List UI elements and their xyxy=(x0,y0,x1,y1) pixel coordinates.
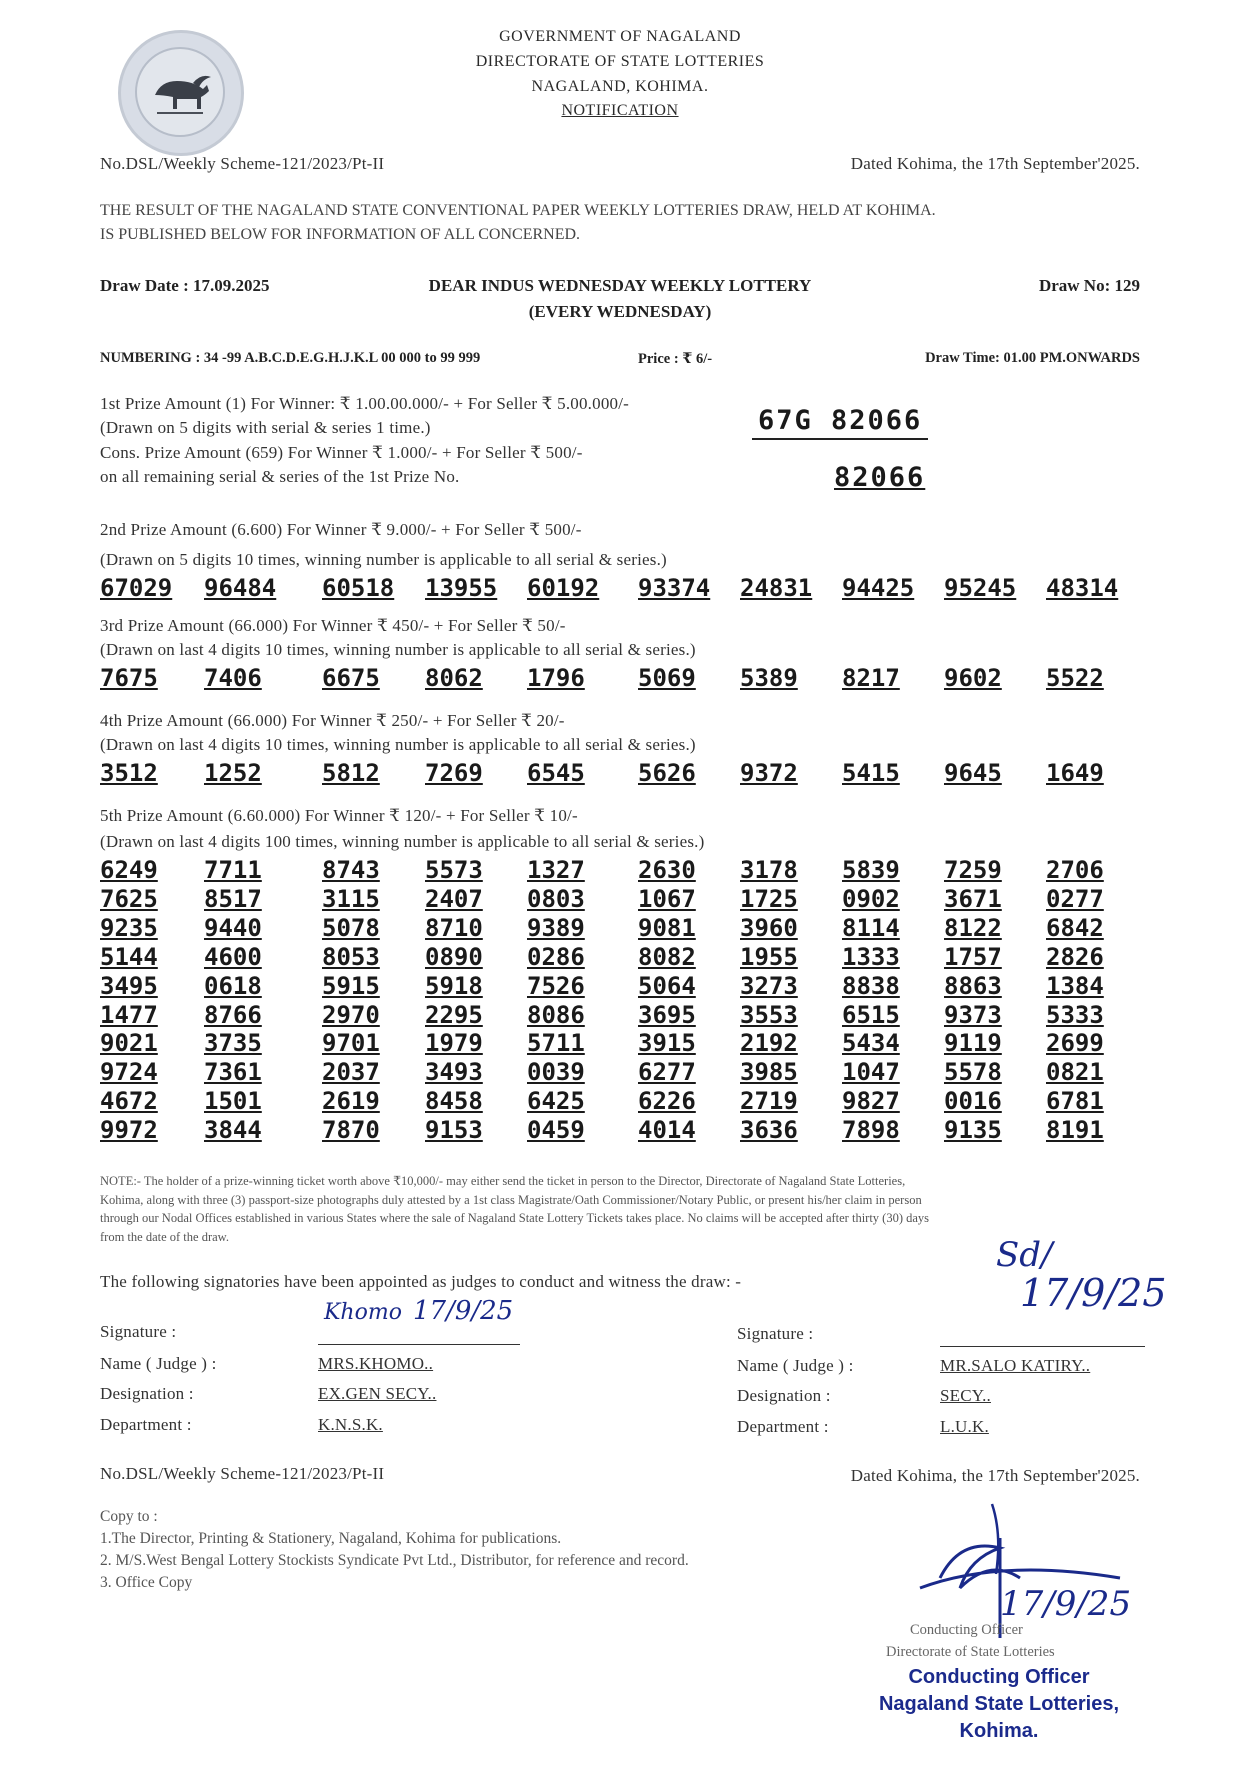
right-signature-line xyxy=(940,1346,1145,1347)
prize5-number: 0821 xyxy=(1046,1058,1104,1087)
prize5-number: 3695 xyxy=(638,1000,696,1029)
prize5-number: 6781 xyxy=(1046,1087,1104,1116)
prize5-number: 9021 xyxy=(100,1029,158,1058)
prize3-number: 1796 xyxy=(527,664,585,692)
reference-date: Dated Kohima, the 17th September'2025. xyxy=(850,154,1140,173)
prize5-number: 5578 xyxy=(944,1058,1002,1087)
prize4-number: 5415 xyxy=(842,759,900,787)
prize5-number: 3844 xyxy=(204,1116,262,1145)
copy-to-item: 2. M/S.West Bengal Lottery Stockists Syndicate Pvt Ltd., Distributor, for reference and record. xyxy=(100,1552,689,1569)
officer-printed-title: Conducting Officer xyxy=(910,1622,1023,1638)
prize5-rule: (Drawn on last 4 digits 100 times, winning number is applicable to all serial & series.) xyxy=(100,832,705,851)
prize5-number: 1501 xyxy=(204,1087,262,1116)
prize3-rule: (Drawn on last 4 digits 10 times, winning number is applicable to all serial & series.) xyxy=(100,640,696,659)
prize5-number: 5918 xyxy=(425,971,483,1000)
draw-subtitle: (EVERY WEDNESDAY) xyxy=(528,302,712,321)
prize5-number: 0618 xyxy=(204,971,262,1000)
copy-to-list xyxy=(100,1506,689,1594)
prize5-number: 2630 xyxy=(638,856,696,884)
right-judge-name: MR.SALO KATIRY.. xyxy=(940,1356,1091,1375)
prize4-number: 1649 xyxy=(1046,759,1104,787)
prize5-number: 8191 xyxy=(1046,1116,1104,1145)
prize5-number: 8458 xyxy=(425,1087,483,1116)
prize5-number: 8743 xyxy=(322,856,380,884)
prize5-number: 9972 xyxy=(100,1116,158,1145)
prize2-number: 60518 xyxy=(322,574,395,602)
prize2-number: 95245 xyxy=(944,574,1017,602)
prize4-number: 5812 xyxy=(322,759,380,787)
prize5-number: 9440 xyxy=(204,913,262,942)
prize5-number: 7259 xyxy=(944,856,1002,884)
right-judge-designation: SECY.. xyxy=(940,1386,991,1405)
prize5-number: 3495 xyxy=(100,971,158,1000)
note-line: through our Nodal Offices established in various States where the sale of Nagaland State Lottery Tickets takes place. No claims will be accepted after thirty (30) days xyxy=(100,1211,930,1225)
intro-line-1: THE RESULT OF THE NAGALAND STATE CONVENTIONAL PAPER WEEKLY LOTTERIES DRAW, HELD AT KOHIMA. xyxy=(100,202,936,219)
prize5-number: 9153 xyxy=(425,1116,483,1145)
prize1-amount: 1st Prize Amount (1) For Winner: ₹ 1.00.00.000/- + For Seller ₹ 5.00.000/- xyxy=(100,394,630,413)
officer-printed-directorate: Directorate of State Lotteries xyxy=(886,1644,1055,1660)
left-department-label: Department : xyxy=(100,1415,192,1434)
prize5-number: 8766 xyxy=(204,1000,262,1029)
prize5-number: 8517 xyxy=(204,884,262,913)
prize5-number: 3553 xyxy=(740,1000,798,1029)
prize5-number: 7625 xyxy=(100,884,158,913)
draw-number: Draw No: 129 xyxy=(1038,276,1140,295)
cons-prize-rule: on all remaining serial & series of the 1st Prize No. xyxy=(100,467,460,486)
cons-prize-number: 82066 xyxy=(834,462,926,493)
left-designation-label: Designation : xyxy=(100,1384,194,1403)
prize5-number: 2407 xyxy=(425,884,483,913)
prize5-number: 2719 xyxy=(740,1087,798,1116)
prize5-number: 1384 xyxy=(1046,971,1104,1000)
prize5-number: 6277 xyxy=(638,1058,696,1087)
prize5-number: 3115 xyxy=(322,884,380,913)
prize2-rule: (Drawn on 5 digits 10 times, winning number is applicable to all serial & series.) xyxy=(100,550,667,569)
prize5-number: 0902 xyxy=(842,884,900,913)
prize3-number: 6675 xyxy=(322,664,380,692)
prize4-amount: 4th Prize Amount (66.000) For Winner ₹ 250/- + For Seller ₹ 20/- xyxy=(100,711,565,730)
prize3-number: 9602 xyxy=(944,664,1002,692)
prize5-number: 4672 xyxy=(100,1087,158,1116)
prize5-number: 8086 xyxy=(527,1000,585,1029)
prize3-amount: 3rd Prize Amount (66.000) For Winner ₹ 450/- + For Seller ₹ 50/- xyxy=(100,616,566,635)
prize5-number: 9701 xyxy=(322,1029,380,1058)
prize5-number: 9135 xyxy=(944,1116,1002,1145)
prize4-number: 9645 xyxy=(944,759,1002,787)
prize5-number: 5333 xyxy=(1046,1000,1104,1029)
right-signature-mark: Sd/ xyxy=(996,1235,1053,1275)
prize5-number: 0039 xyxy=(527,1058,585,1087)
prize5-number: 2619 xyxy=(322,1087,380,1116)
right-judge-department: L.U.K. xyxy=(940,1417,989,1436)
right-designation-label: Designation : xyxy=(737,1386,831,1405)
draw-date: Draw Date : 17.09.2025 xyxy=(100,276,270,295)
prize5-number: 1757 xyxy=(944,942,1002,971)
prize5-number: 8838 xyxy=(842,971,900,1000)
prize5-number: 5915 xyxy=(322,971,380,1000)
prize5-number: 5078 xyxy=(322,913,380,942)
right-name-label: Name ( Judge ) : xyxy=(737,1356,854,1375)
prize2-number: 96484 xyxy=(204,574,277,602)
prize5-number: 6515 xyxy=(842,1000,900,1029)
prize5-number: 7870 xyxy=(322,1116,380,1145)
prize5-amount: 5th Prize Amount (6.60.000) For Winner ₹ 120/- + For Seller ₹ 10/- xyxy=(100,806,578,825)
numbering-info: NUMBERING : 34 -99 A.B.C.D.E.G.H.J.K.L 00 000 to 99 999 xyxy=(100,350,481,366)
prize5-number: 4600 xyxy=(204,942,262,971)
header-location: NAGALAND, KOHIMA. xyxy=(531,78,709,95)
left-signature-text: Khomo xyxy=(324,1300,402,1325)
prize5-number: 2699 xyxy=(1046,1029,1104,1058)
prize3-number: 8217 xyxy=(842,664,900,692)
draw-title: DEAR INDUS WEDNESDAY WEEKLY LOTTERY xyxy=(428,276,812,295)
right-signature-date: 17/9/25 xyxy=(1020,1271,1167,1315)
prize2-numbers xyxy=(100,574,1140,602)
prize5-number: 0286 xyxy=(527,942,585,971)
officer-stamp-title: Conducting Officer xyxy=(908,1666,1090,1688)
prize5-number: 1477 xyxy=(100,1000,158,1029)
prize5-number: 1047 xyxy=(842,1058,900,1087)
cons-prize-amount: Cons. Prize Amount (659) For Winner ₹ 1.000/- + For Seller ₹ 500/- xyxy=(100,443,583,462)
prize2-number: 13955 xyxy=(425,574,498,602)
prize5-numbers-grid xyxy=(100,856,1140,1146)
left-signature-date: 17/9/25 xyxy=(412,1296,514,1326)
prize5-number: 9389 xyxy=(527,913,585,942)
prize5-number: 1725 xyxy=(740,884,798,913)
ticket-price: Price : ₹ 6/- xyxy=(638,351,713,367)
prize5-number: 7361 xyxy=(204,1058,262,1087)
prize5-number: 2192 xyxy=(740,1029,798,1058)
header-notification: NOTIFICATION xyxy=(561,102,679,119)
prize5-number: 7526 xyxy=(527,971,585,1000)
judges-intro: The following signatories have been appointed as judges to conduct and witness the draw: - xyxy=(100,1272,742,1291)
prize5-number: 5573 xyxy=(425,856,483,884)
draw-time: Draw Time: 01.00 PM.ONWARDS xyxy=(925,350,1140,366)
left-signature-line xyxy=(318,1344,520,1345)
prize2-number: 48314 xyxy=(1046,574,1119,602)
note-line: NOTE:- The holder of a prize-winning ticket worth above ₹10,000/- may either send the ticket in person to the Director, Directorate of Nagaland State Lotteries, xyxy=(100,1174,906,1188)
prize4-number: 1252 xyxy=(204,759,262,787)
prize4-number: 5626 xyxy=(638,759,696,787)
prize5-number: 5434 xyxy=(842,1029,900,1058)
prize5-number: 2970 xyxy=(322,1000,380,1029)
right-department-label: Department : xyxy=(737,1417,829,1436)
prize5-number: 2706 xyxy=(1046,856,1104,884)
prize5-number: 3915 xyxy=(638,1029,696,1058)
prize5-number: 3636 xyxy=(740,1116,798,1145)
prize2-amount: 2nd Prize Amount (6.600) For Winner ₹ 9.000/- + For Seller ₹ 500/- xyxy=(100,520,582,539)
prize5-number: 4014 xyxy=(638,1116,696,1145)
prize5-number: 0459 xyxy=(527,1116,585,1145)
prize5-number: 5064 xyxy=(638,971,696,1000)
prize5-number: 9827 xyxy=(842,1087,900,1116)
prize5-number: 2826 xyxy=(1046,942,1104,971)
prize5-number: 0890 xyxy=(425,942,483,971)
prize4-number: 9372 xyxy=(740,759,798,787)
prize5-number: 6226 xyxy=(638,1087,696,1116)
right-judge-signature xyxy=(996,1235,1167,1315)
prize5-number: 9373 xyxy=(944,1000,1002,1029)
left-judge-signature xyxy=(324,1296,513,1326)
prize5-number: 6249 xyxy=(100,856,158,884)
prize5-number: 1955 xyxy=(740,942,798,971)
prize5-number: 5711 xyxy=(527,1029,585,1058)
left-judge-name: MRS.KHOMO.. xyxy=(318,1354,434,1373)
prize5-number: 5839 xyxy=(842,856,900,884)
prize5-number: 7711 xyxy=(204,856,262,884)
officer-stamp-organisation: Nagaland State Lotteries, xyxy=(878,1693,1120,1715)
prize5-number: 8710 xyxy=(425,913,483,942)
header-directorate: DIRECTORATE OF STATE LOTTERIES xyxy=(475,53,765,70)
prize5-number: 8863 xyxy=(944,971,1002,1000)
prize5-number: 1333 xyxy=(842,942,900,971)
prize5-number: 8053 xyxy=(322,942,380,971)
copy-to-item: 3. Office Copy xyxy=(100,1574,193,1591)
note-line: Kohima, along with three (3) passport-size photographs duly attested by a 1st class Magistrate/Oath Commissioner/Notary Public, or present his/her claim in person xyxy=(100,1192,922,1207)
prize5-number: 9081 xyxy=(638,913,696,942)
prize1-winning-number: 67G 82066 xyxy=(752,405,928,440)
prize5-number: 2295 xyxy=(425,1000,483,1029)
prize3-number: 5389 xyxy=(740,664,798,692)
prize5-number: 7898 xyxy=(842,1116,900,1145)
prize1-rule: (Drawn on 5 digits with serial & series 1 time.) xyxy=(100,418,431,437)
prize3-number: 8062 xyxy=(425,664,483,692)
officer-signature-date: 17/9/25 xyxy=(1000,1584,1132,1624)
prize5-number: 6425 xyxy=(527,1087,585,1116)
prize5-number: 3960 xyxy=(740,913,798,942)
note-line: from the date of the draw. xyxy=(100,1229,229,1244)
prize4-rule: (Drawn on last 4 digits 10 times, winning number is applicable to all serial & series.) xyxy=(100,735,696,754)
left-signature-label: Signature : xyxy=(100,1322,177,1341)
prize5-number: 8082 xyxy=(638,942,696,971)
officer-stamp-location: Kohima. xyxy=(959,1720,1039,1742)
prize5-number: 3178 xyxy=(740,856,798,884)
prize4-number: 7269 xyxy=(425,759,483,787)
footer-reference-date: Dated Kohima, the 17th September'2025. xyxy=(850,1466,1140,1485)
prize5-number: 1327 xyxy=(527,856,585,884)
prize5-number: 9235 xyxy=(100,913,158,942)
left-judge-designation: EX.GEN SECY.. xyxy=(318,1384,437,1403)
reference-number: No.DSL/Weekly Scheme-121/2023/Pt-II xyxy=(100,154,385,173)
prize5-number: 8122 xyxy=(944,913,1002,942)
right-signature-label: Signature : xyxy=(737,1324,814,1343)
copy-to-title: Copy to : xyxy=(100,1508,158,1525)
prize5-number: 2037 xyxy=(322,1058,380,1087)
left-judge-department: K.N.S.K. xyxy=(318,1415,383,1434)
header-government: GOVERNMENT OF NAGALAND xyxy=(499,28,741,45)
prize2-number: 67029 xyxy=(100,574,173,602)
prize5-number: 6842 xyxy=(1046,913,1104,942)
prize4-numbers xyxy=(100,759,1140,787)
prize2-number: 24831 xyxy=(740,574,813,602)
prize3-number: 5522 xyxy=(1046,664,1104,692)
prize5-number: 1979 xyxy=(425,1029,483,1058)
prize2-number: 94425 xyxy=(842,574,915,602)
prize5-number: 0016 xyxy=(944,1087,1002,1116)
prize3-number: 5069 xyxy=(638,664,696,692)
prize5-number: 3671 xyxy=(944,884,1002,913)
prize5-number: 8114 xyxy=(842,913,900,942)
footer-reference-number: No.DSL/Weekly Scheme-121/2023/Pt-II xyxy=(100,1464,385,1483)
prize5-number: 0803 xyxy=(527,884,585,913)
prize3-numbers xyxy=(100,664,1140,692)
prize5-number: 5144 xyxy=(100,942,158,971)
prize5-number: 3985 xyxy=(740,1058,798,1087)
prize2-number: 60192 xyxy=(527,574,600,602)
left-name-label: Name ( Judge ) : xyxy=(100,1354,217,1373)
prize4-number: 3512 xyxy=(100,759,158,787)
prize5-number: 9724 xyxy=(100,1058,158,1087)
prize5-number: 9119 xyxy=(944,1029,1002,1058)
prize5-number: 1067 xyxy=(638,884,696,913)
prize5-number: 3493 xyxy=(425,1058,483,1087)
copy-to-item: 1.The Director, Printing & Stationery, Nagaland, Kohima for publications. xyxy=(100,1530,562,1547)
prize3-number: 7406 xyxy=(204,664,262,692)
prize2-number: 93374 xyxy=(638,574,711,602)
intro-line-2: IS PUBLISHED BELOW FOR INFORMATION OF ALL CONCERNED. xyxy=(100,226,581,243)
prize5-number: 3735 xyxy=(204,1029,262,1058)
prize4-number: 6545 xyxy=(527,759,585,787)
prize5-number: 3273 xyxy=(740,971,798,1000)
prize3-number: 7675 xyxy=(100,664,158,692)
prize5-number: 0277 xyxy=(1046,884,1104,913)
